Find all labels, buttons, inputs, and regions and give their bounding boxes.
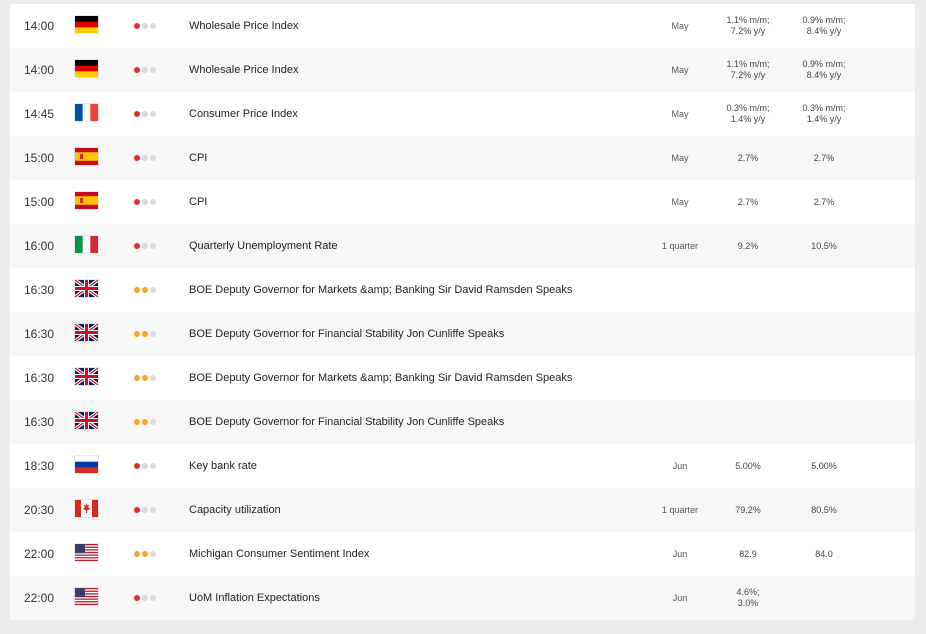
impact-dot	[142, 23, 148, 29]
previous-value	[784, 488, 864, 532]
impact-dot	[150, 375, 156, 381]
event-name[interactable]: UoM Inflation Expectations	[189, 592, 320, 604]
impact-dot	[134, 551, 140, 557]
event-time: 15:00	[24, 151, 55, 165]
event-name[interactable]: Wholesale Price Index	[189, 20, 299, 32]
actual-value	[708, 444, 788, 488]
impact-dot	[150, 551, 156, 557]
actual-value	[708, 4, 788, 48]
table-row[interactable]	[10, 4, 915, 48]
impact-indicator	[134, 23, 164, 30]
germany-flag-icon	[75, 16, 98, 33]
impact-dot	[142, 595, 148, 601]
previous-value	[784, 400, 864, 444]
impact-dot	[150, 199, 156, 205]
impact-dot	[142, 111, 148, 117]
previous-value	[784, 268, 864, 312]
uk-flag-icon	[75, 368, 98, 385]
event-period: May	[671, 153, 689, 163]
event-time: 14:45	[24, 107, 55, 121]
event-time: 16:30	[24, 371, 55, 385]
actual-value	[708, 576, 788, 620]
impact-dot	[134, 331, 140, 337]
germany-flag-icon	[75, 60, 98, 77]
impact-indicator	[134, 419, 164, 426]
france-flag-icon	[75, 104, 98, 121]
impact-indicator	[134, 199, 164, 206]
impact-dot	[150, 507, 156, 513]
event-time: 16:00	[24, 239, 55, 253]
actual-line: 4.6%;	[736, 587, 760, 597]
event-time: 20:30	[24, 503, 55, 517]
table-row[interactable]	[10, 356, 915, 400]
italy-flag-icon	[75, 236, 98, 253]
impact-indicator	[134, 67, 164, 74]
previous-line: 80.5%	[811, 504, 837, 515]
event-time: 14:00	[24, 63, 55, 77]
impact-dot	[142, 419, 148, 425]
impact-indicator	[134, 287, 164, 294]
impact-dot	[142, 551, 148, 557]
actual-line: 1.1% m/m;	[726, 59, 770, 69]
impact-dot	[150, 331, 156, 337]
previous-value	[784, 312, 864, 356]
previous-line: 8.4% y/y	[806, 70, 842, 80]
table-row[interactable]	[10, 576, 915, 620]
uk-flag-icon	[75, 324, 98, 341]
canada-flag-icon	[75, 500, 98, 517]
impact-indicator	[134, 243, 164, 250]
actual-value	[708, 92, 788, 136]
actual-line: 3.0%	[737, 598, 759, 608]
event-time: 14:00	[24, 19, 55, 33]
impact-indicator	[134, 507, 164, 514]
previous-value	[784, 224, 864, 268]
impact-indicator	[134, 331, 164, 338]
actual-value	[708, 356, 788, 400]
table-row[interactable]	[10, 224, 915, 268]
event-period: May	[671, 109, 689, 119]
impact-dot	[134, 111, 140, 117]
actual-value	[708, 268, 788, 312]
event-period: Jun	[672, 461, 688, 471]
actual-line: 7.2% y/y	[730, 70, 766, 80]
previous-line: 2.7%	[813, 152, 835, 163]
event-period: 1 quarter	[661, 241, 699, 251]
previous-value	[784, 532, 864, 576]
actual-line: 2.7%	[737, 152, 759, 163]
usa-flag-icon	[75, 544, 98, 561]
event-period: Jun	[672, 593, 688, 603]
event-time: 16:30	[24, 415, 55, 429]
impact-dot	[134, 155, 140, 161]
impact-dot	[142, 287, 148, 293]
impact-dot	[134, 67, 140, 73]
impact-indicator	[134, 111, 164, 118]
russia-flag-icon	[75, 456, 98, 473]
impact-dot	[150, 243, 156, 249]
impact-dot	[142, 243, 148, 249]
table-row[interactable]	[10, 92, 915, 136]
event-period: May	[671, 197, 689, 207]
impact-dot	[134, 199, 140, 205]
impact-dot	[134, 287, 140, 293]
impact-dot	[150, 287, 156, 293]
impact-dot	[142, 507, 148, 513]
actual-value	[708, 224, 788, 268]
actual-value	[708, 136, 788, 180]
previous-line: 0.3% m/m;	[802, 103, 846, 113]
table-row[interactable]	[10, 400, 915, 444]
table-row[interactable]	[10, 444, 915, 488]
actual-line: 79.2%	[735, 504, 761, 515]
event-time: 16:30	[24, 283, 55, 297]
actual-line: 5.00%	[735, 460, 761, 471]
previous-value	[784, 444, 864, 488]
impact-dot	[150, 155, 156, 161]
event-name[interactable]: Consumer Price Index	[189, 108, 298, 120]
event-period: 1 quarter	[661, 505, 699, 515]
previous-value	[784, 4, 864, 48]
impact-dot	[134, 23, 140, 29]
event-name[interactable]: Wholesale Price Index	[189, 64, 299, 76]
event-name[interactable]: Key bank rate	[189, 460, 257, 472]
table-row[interactable]	[10, 312, 915, 356]
impact-dot	[134, 419, 140, 425]
impact-dot	[150, 23, 156, 29]
impact-indicator	[134, 551, 164, 558]
event-time: 15:00	[24, 195, 55, 209]
event-period: Jun	[672, 549, 688, 559]
event-time: 22:00	[24, 591, 55, 605]
actual-line: 9.2%	[737, 240, 759, 251]
event-name[interactable]: BOE Deputy Governor for Financial Stability Jon Cunliffe Speaks	[189, 328, 505, 340]
actual-value	[708, 312, 788, 356]
spain-flag-icon	[75, 192, 98, 209]
impact-dot	[134, 507, 140, 513]
actual-value	[708, 180, 788, 224]
table-row[interactable]	[10, 268, 915, 312]
event-time: 16:30	[24, 327, 55, 341]
impact-indicator	[134, 595, 164, 602]
impact-dot	[142, 199, 148, 205]
table-row[interactable]	[10, 180, 915, 224]
actual-value	[708, 48, 788, 92]
impact-dot	[134, 375, 140, 381]
previous-value	[784, 356, 864, 400]
actual-line: 1.1% m/m;	[726, 15, 770, 25]
uk-flag-icon	[75, 412, 98, 429]
impact-dot	[150, 67, 156, 73]
actual-value	[708, 400, 788, 444]
actual-value	[708, 488, 788, 532]
impact-dot	[134, 595, 140, 601]
event-period: May	[671, 21, 689, 31]
event-time: 18:30	[24, 459, 55, 473]
previous-line: 1.4% y/y	[806, 114, 842, 124]
previous-value	[784, 136, 864, 180]
actual-line: 82.9	[739, 548, 757, 559]
event-name[interactable]: CPI	[189, 152, 208, 164]
event-time: 22:00	[24, 547, 55, 561]
impact-dot	[150, 463, 156, 469]
spain-flag-icon	[75, 148, 98, 165]
impact-indicator	[134, 155, 164, 162]
impact-dot	[150, 111, 156, 117]
previous-line: 2.7%	[813, 196, 835, 207]
impact-dot	[142, 67, 148, 73]
table-row[interactable]	[10, 48, 915, 92]
impact-dot	[142, 463, 148, 469]
previous-value	[784, 180, 864, 224]
actual-line: 7.2% y/y	[730, 26, 766, 36]
actual-line: 0.3% m/m;	[726, 103, 770, 113]
impact-indicator	[134, 463, 164, 470]
actual-line: 1.4% y/y	[730, 114, 766, 124]
previous-value	[784, 92, 864, 136]
previous-line: 5.00%	[811, 460, 837, 471]
usa-flag-icon	[75, 588, 98, 605]
event-name[interactable]: BOE Deputy Governor for Markets &amp; Banking Sir David Ramsden Speaks	[189, 284, 573, 296]
event-name[interactable]: BOE Deputy Governor for Financial Stability Jon Cunliffe Speaks	[189, 416, 505, 428]
event-name[interactable]: BOE Deputy Governor for Markets &amp; Banking Sir David Ramsden Speaks	[189, 372, 573, 384]
table-row[interactable]	[10, 532, 915, 576]
previous-line: 0.9% m/m;	[802, 59, 846, 69]
event-name[interactable]: Quarterly Unemployment Rate	[189, 240, 338, 252]
impact-indicator	[134, 375, 164, 382]
actual-value	[708, 532, 788, 576]
impact-dot	[142, 155, 148, 161]
previous-line: 84.0	[815, 548, 833, 559]
previous-value	[784, 576, 864, 620]
table-row[interactable]	[10, 488, 915, 532]
table-row[interactable]	[10, 136, 915, 180]
previous-value	[784, 48, 864, 92]
economic-calendar-table	[10, 4, 915, 620]
impact-dot	[142, 331, 148, 337]
impact-dot	[134, 243, 140, 249]
previous-line: 8.4% y/y	[806, 26, 842, 36]
event-name[interactable]: Capacity utilization	[189, 504, 281, 516]
event-name[interactable]: Michigan Consumer Sentiment Index	[189, 548, 370, 560]
event-name[interactable]: CPI	[189, 196, 208, 208]
event-period: May	[671, 65, 689, 75]
impact-dot	[142, 375, 148, 381]
impact-dot	[150, 595, 156, 601]
impact-dot	[150, 419, 156, 425]
previous-line: 0.9% m/m;	[802, 15, 846, 25]
uk-flag-icon	[75, 280, 98, 297]
impact-dot	[134, 463, 140, 469]
actual-line: 2.7%	[737, 196, 759, 207]
previous-line: 10.5%	[811, 240, 837, 251]
